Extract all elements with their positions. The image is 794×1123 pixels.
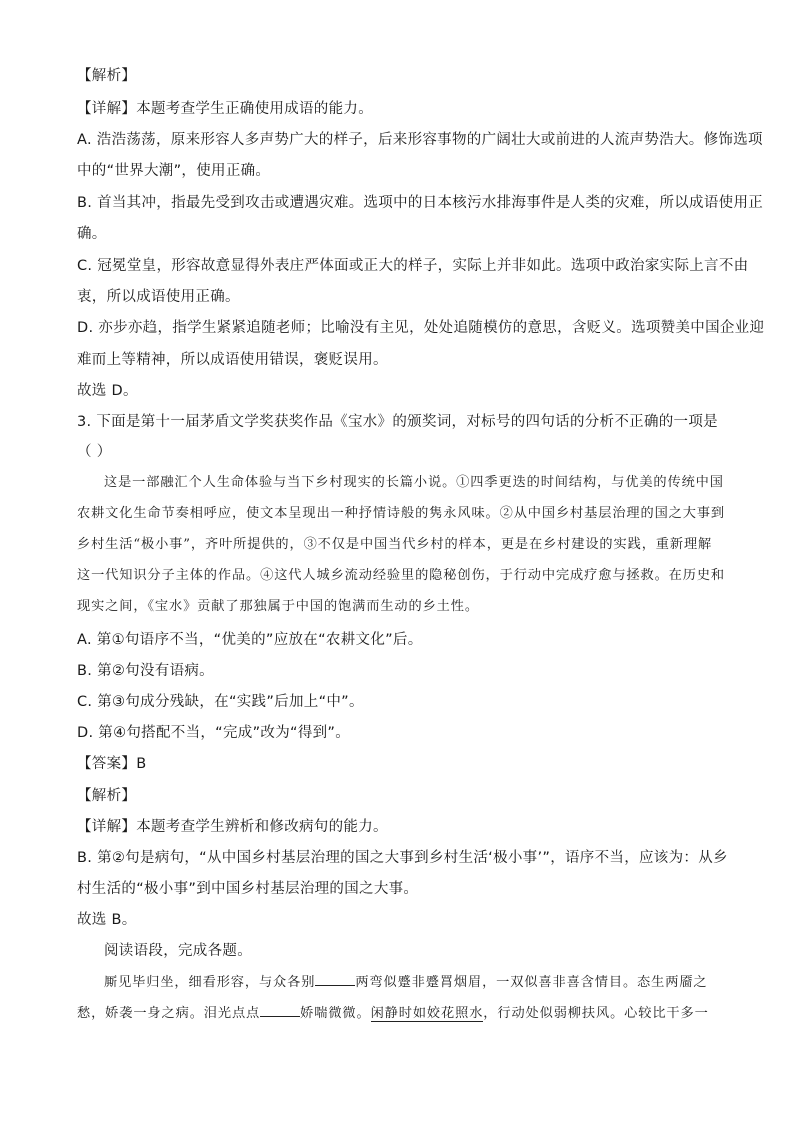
reading-passage-line xyxy=(77,1003,709,1024)
option-c-explanation: C. 冠冕堂皇，形容故意显得外表庄严体面或正大的样子，实际上并非如此。选项中政治家实际上言不由 xyxy=(77,258,749,274)
option-d-explanation: D. 亦步亦趋，指学生紧紧追随老师；比喻没有主见，处处追随模仿的意思，含贬义。选项赞美中国企业迎 xyxy=(77,320,765,336)
passage-line: 农耕文化生命节奏相呼应，使文本呈现出一种抒情诗般的隽永风味。②从中国乡村基层治理的国之大事到 xyxy=(77,506,726,521)
option-c-explanation-cont: 衷，所以成语使用正确。 xyxy=(77,289,240,305)
passage-line: 现实之间，《宝水》贡献了那独属于中国的饱满而生动的乡土性。 xyxy=(77,599,479,614)
answer-line: 【答案】B xyxy=(77,756,147,772)
passage-text: 愁，娇袭一身之病。泪光点点 xyxy=(77,1006,261,1021)
detail-line: 【详解】本题考查学生正确使用成语的能力。 xyxy=(77,101,373,117)
question-3-stem: 3. 下面是第十一届茅盾文学奖获奖作品《宝水》的颁奖词，对标号的四句话的分析不正确的一项是 xyxy=(77,414,718,430)
passage-text: ，行动处似弱柳扶风。心较比干多一 xyxy=(483,1006,709,1021)
option-b: B. 第②句没有语病。 xyxy=(77,663,214,679)
option-b-explanation: B. 首当其冲，指最先受到攻击或遭遇灾难。选项中的日本核污水排海事件是人类的灾难，所以成语使用正 xyxy=(77,195,764,211)
passage-text: 两弯似蹙非蹙罥烟眉，一双似喜非喜含情目。态生两靥之 xyxy=(355,975,708,990)
choice-statement: 故选 D。 xyxy=(77,383,138,399)
option-a: A. 第①句语序不当，“优美的”应放在“农耕文化”后。 xyxy=(77,632,423,648)
passage-line: 这一代知识分子主体的作品。④这代人城乡流动经验里的隐秘创伤，于行动中完成疗愈与拯救。在历史和 xyxy=(77,568,726,583)
option-b-explanation-cont: 确。 xyxy=(77,226,107,242)
detail-line: 【详解】本题考查学生辨析和修改病句的能力。 xyxy=(77,819,388,835)
explanation-line: B. 第②句是病句，“从中国乡村基层治理的国之大事到乡村生活‘极小事’”，语序不当，应该为：从乡 xyxy=(77,850,728,866)
passage-text: 厮见毕归坐，细看形容，与众各别 xyxy=(104,975,316,990)
option-d: D. 第④句搭配不当，“完成”改为“得到”。 xyxy=(77,725,351,741)
option-c: C. 第③句成分残缺，在“实践”后加上“中”。 xyxy=(77,694,364,710)
underlined-phrase: 闲静时如姣花照水 xyxy=(370,1006,484,1021)
answer-blank: （ ） xyxy=(77,444,112,460)
choice-statement: 故选 B。 xyxy=(77,912,137,928)
passage-line: 这是一部融汇个人生命体验与当下乡村现实的长篇小说。①四季更迭的时间结构，与优美的传统中国 xyxy=(104,475,724,490)
fill-blank[interactable] xyxy=(260,1003,300,1017)
explanation-line-cont: 村生活的“极小事”到中国乡村基层治理的国之大事。 xyxy=(77,881,419,897)
analysis-heading: 【解析】 xyxy=(77,788,137,804)
option-a-explanation: A. 浩浩荡荡，原来形容人多声势广大的样子，后来形容事物的广阔壮大或前进的人流声势浩大。修饰选项 xyxy=(77,132,763,148)
analysis-heading: 【解析】 xyxy=(77,68,137,84)
passage-line: 乡村生活“极小事”，齐叶所提供的，③不仅是中国当代乡村的样本，更是在乡村建设的实践，重新理解 xyxy=(77,537,713,552)
fill-blank[interactable] xyxy=(315,972,355,986)
reading-passage-line xyxy=(104,972,708,993)
option-d-explanation-cont: 难而上等精神，所以成语使用错误，褒贬误用。 xyxy=(77,352,388,368)
passage-text: 娇喘微微。 xyxy=(300,1006,371,1021)
reading-instruction: 阅读语段，完成各题。 xyxy=(104,943,252,959)
option-a-explanation-cont: 中的“世界大潮”，使用正确。 xyxy=(77,163,271,179)
